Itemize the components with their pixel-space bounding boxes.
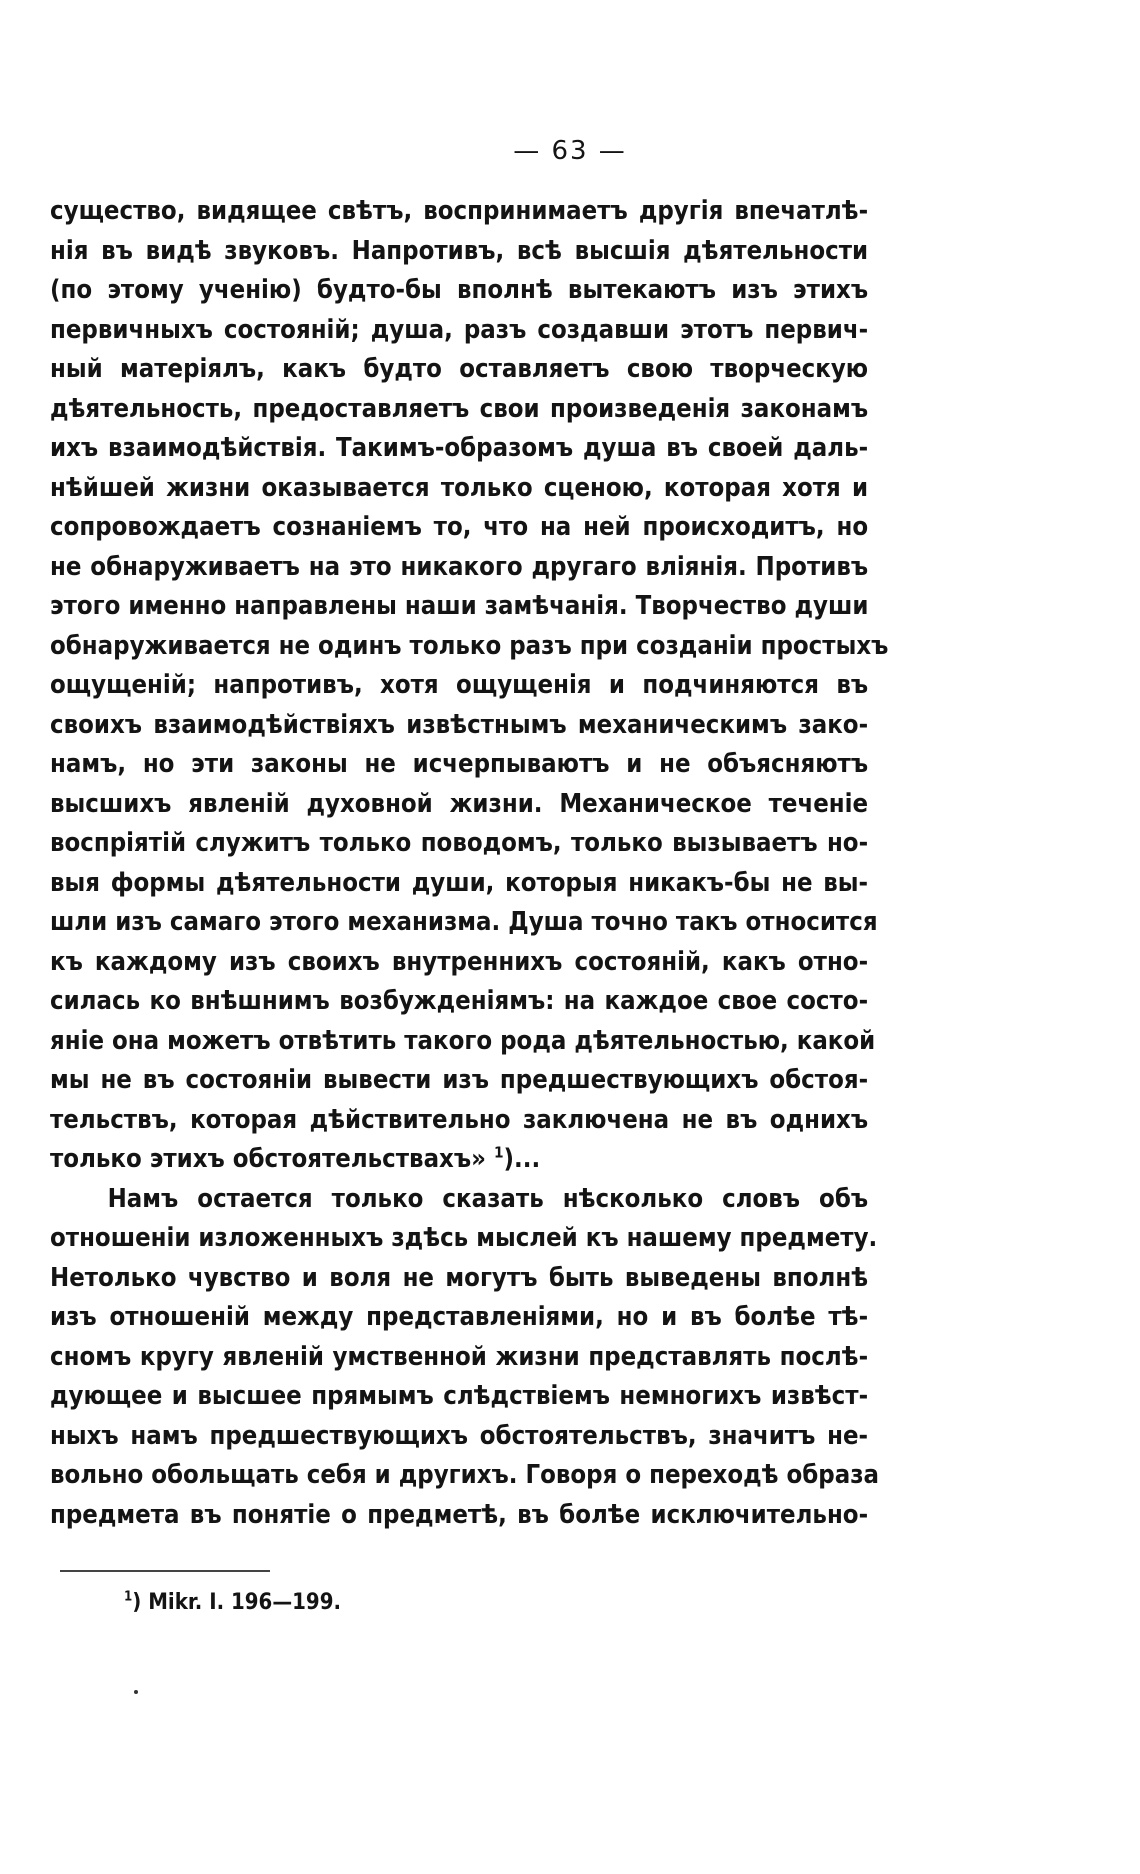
main-text — [50, 192, 889, 1535]
quote-end-tail: )... — [503, 1144, 541, 1174]
text-line: къ каждому изъ своихъ внутреннихъ состояній, какъ отно- — [50, 946, 869, 977]
text-line: яніе она можетъ отвѣтить такого рода дѣятельностью, какой — [50, 1025, 876, 1056]
text-line: ихъ взаимодѣйствія. Такимъ-образомъ душа въ своей даль- — [50, 433, 869, 463]
text-line: дѣятельность, предоставляетъ свои произведенія законамъ — [50, 393, 869, 424]
text-line: силась ко внѣшнимъ возбужденіямъ: на каждое свое состо- — [50, 986, 869, 1016]
text-line: изъ отношеній между представленіями, но и въ болѣе тѣ- — [50, 1302, 869, 1332]
paper-speck — [134, 1690, 138, 1694]
text-line: шли изъ самаго этого механизма. Душа точно такъ относится — [50, 907, 878, 937]
text-line: (по этому ученію) будто-бы вполнѣ вытекаютъ изъ этихъ — [50, 275, 869, 305]
text-line: существо, видящее свѣтъ, воспринимаетъ другія впечатлѣ- — [50, 196, 869, 226]
text-line: ный матеріялъ, какъ будто оставляетъ свою творческую — [50, 354, 869, 384]
text-line: нія въ видѣ звуковъ. Напротивъ, всѣ высшія дѣятельности — [50, 235, 869, 266]
text-line: этого именно направлены наши замѣчанія. Творчество души — [50, 591, 869, 621]
text-line: не обнаруживаетъ на это никакого другаго вліянія. Противъ — [50, 551, 869, 582]
text-line: Нетолько чувство и воля не могутъ быть выведены вполнѣ — [50, 1262, 869, 1293]
text-line: мы не въ состояніи вывести изъ предшествующихъ обстоя- — [50, 1065, 869, 1095]
text-line: первичныхъ состояній; душа, разъ создавши этотъ первич- — [50, 314, 869, 345]
text-line: нѣйшей жизни оказывается только сценою, которая хотя и — [50, 472, 869, 503]
text-line: ныхъ намъ предшествующихъ обстоятельствъ, значитъ не- — [50, 1420, 869, 1451]
text-line: вольно обольщать себя и другихъ. Говоря о переходѣ образа — [50, 1460, 880, 1490]
footnote-divider — [60, 1570, 270, 1572]
footnote — [124, 1590, 341, 1615]
footnote-ref[interactable]: 1 — [493, 1143, 504, 1162]
footnote-text: ) Mikr. I. 196—199. — [132, 1590, 341, 1615]
quote-end-line — [50, 1140, 868, 1180]
text-line: отношеніи изложенныхъ здѣсь мыслей къ нашему предмету. — [50, 1223, 878, 1253]
text-line: намъ, но эти законы не исчерпываютъ и не объясняютъ — [50, 749, 869, 779]
text-line: ощущеній; напротивъ, хотя ощущенія и подчиняются въ — [50, 670, 869, 700]
text-line: дующее и высшее прямымъ слѣдствіемъ немногихъ извѣст- — [50, 1381, 869, 1411]
text-line: высшихъ явленій духовной жизни. Механическое теченіе — [50, 788, 869, 819]
text-line: предмета въ понятіе о предметѣ, въ болѣе исключительно- — [50, 1499, 869, 1530]
quote-end-text: только этихъ обстоятельствахъ» — [50, 1144, 486, 1174]
text-line: сопровождаетъ сознаніемъ то, что на ней происходитъ, но — [50, 512, 869, 542]
footnote-marker: 1 — [124, 1589, 133, 1605]
text-line: своихъ взаимодѣйствіяхъ извѣстнымъ механическимъ зако- — [50, 709, 869, 740]
text-line: обнаруживается не одинъ только разъ при созданіи простыхъ — [50, 630, 889, 661]
page-number: — 63 — — [513, 136, 627, 166]
text-line: тельствъ, которая дѣйствительно заключена не въ однихъ — [50, 1104, 869, 1135]
text-line: выя формы дѣятельности души, которыя никакъ-бы не вы- — [50, 867, 869, 898]
paragraph-start-line: Намъ остается только сказать нѣсколько словъ объ — [107, 1183, 869, 1214]
text-line: сномъ кругу явленій умственной жизни представлять послѣ- — [50, 1341, 869, 1372]
text-line: воспріятій служитъ только поводомъ, только вызываетъ но- — [50, 828, 869, 858]
